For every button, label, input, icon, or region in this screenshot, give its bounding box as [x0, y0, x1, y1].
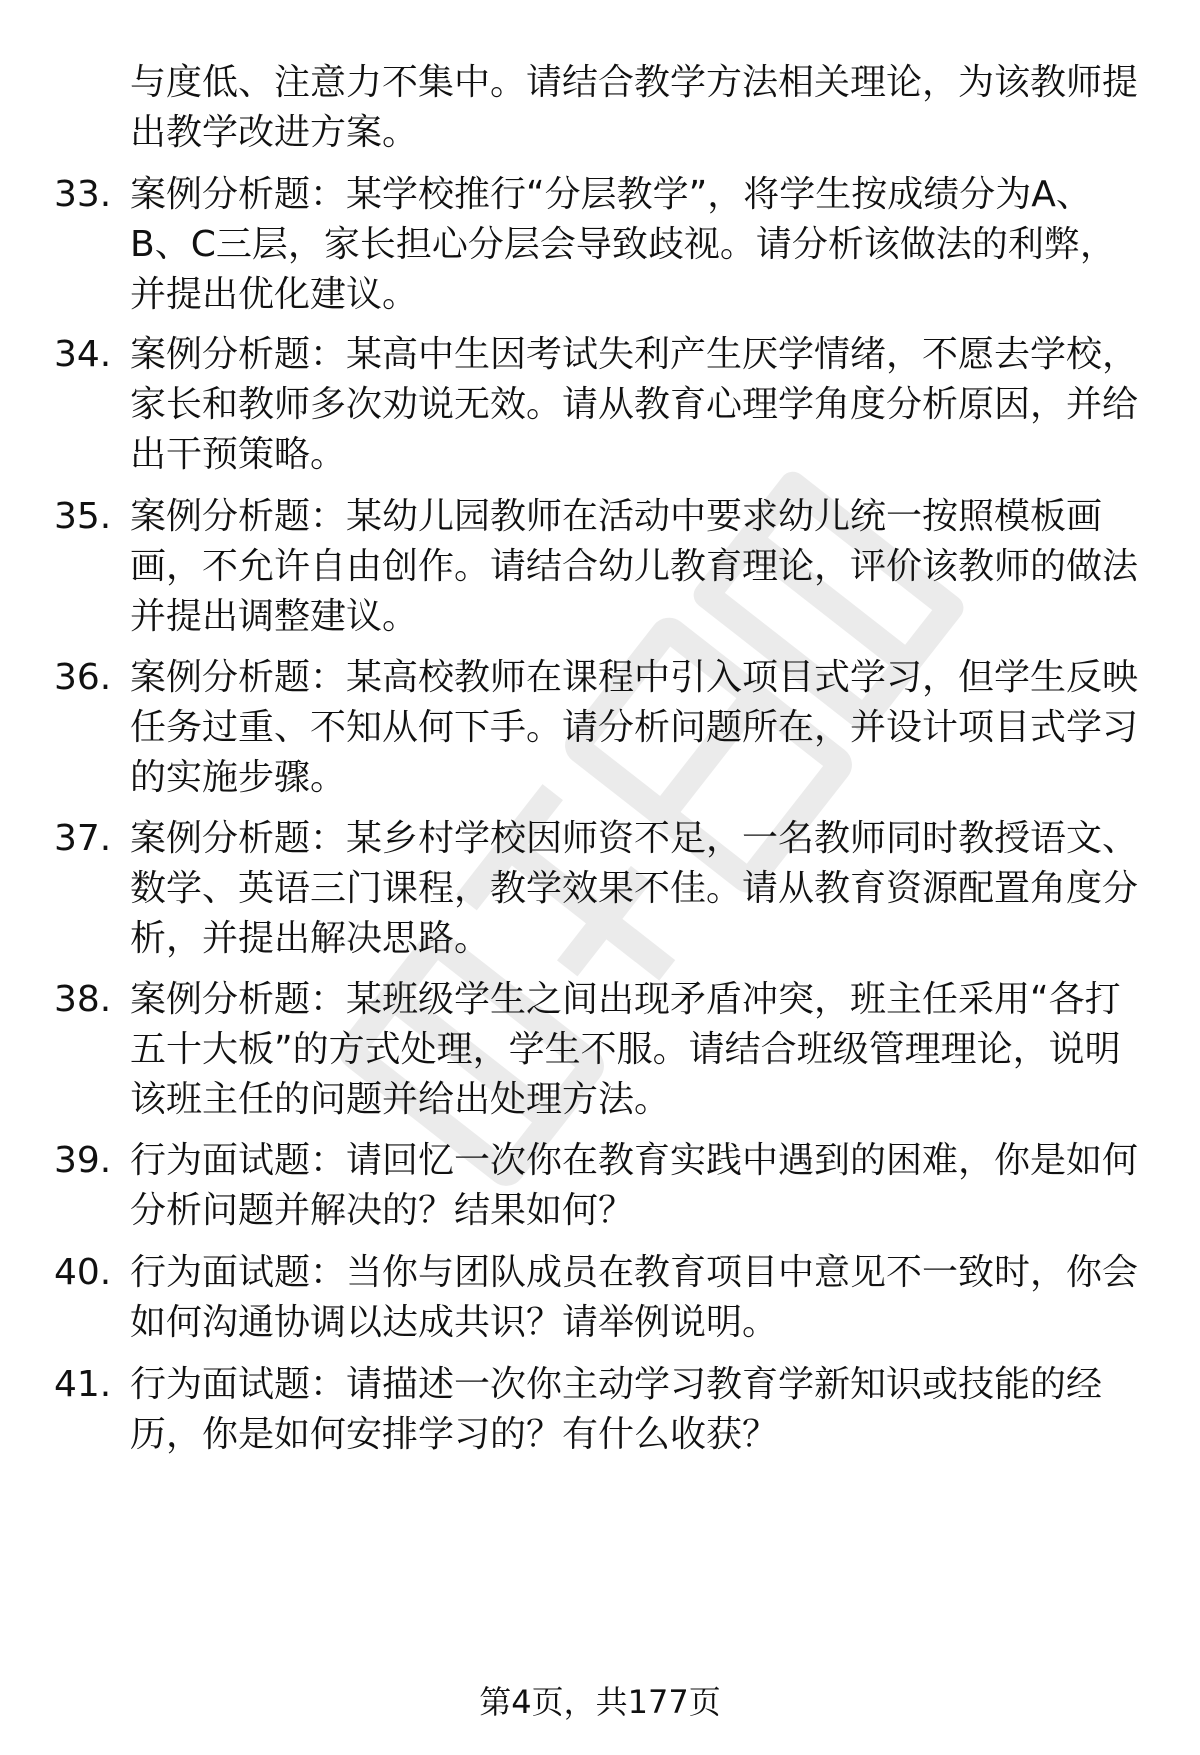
question-number: 34.	[54, 334, 112, 375]
question-number: 36.	[54, 657, 112, 698]
question-number: 39.	[54, 1140, 112, 1181]
question-continuation-text: 与度低、注意力不集中。请结合教学方法相关理论，为该教师提出教学改进方案。	[130, 62, 1139, 153]
question-number: 41.	[54, 1364, 112, 1405]
question-text: 行为面试题：请描述一次你主动学习教育学新知识或技能的经历，你是如何安排学习的？有什么收获？	[130, 1364, 1103, 1455]
question-number: 37.	[54, 818, 112, 859]
page-number-footer: 第4页，共177页	[479, 1683, 721, 1721]
question-number: 40.	[54, 1252, 112, 1293]
question-number: 38.	[54, 979, 112, 1020]
question-text: 案例分析题：某学校推行“分层教学”，将学生按成绩分为A、B、C三层，家长担心分层会导致歧视。请分析该做法的利弊，并提出优化建议。	[130, 174, 1116, 315]
question-text: 案例分析题：某高校教师在课程中引入项目式学习，但学生反映任务过重、不知从何下手。请分析问题所在，并设计项目式学习的实施步骤。	[130, 657, 1139, 798]
question-text: 案例分析题：某乡村学校因师资不足，一名教师同时教授语文、数学、英语三门课程，教学效果不佳。请从教育资源配置角度分析，并提出解决思路。	[130, 818, 1139, 959]
question-number: 33.	[54, 174, 112, 215]
question-text: 行为面试题：当你与团队成员在教育项目中意见不一致时，你会如何沟通协调以达成共识？请举例说明。	[130, 1252, 1139, 1343]
question-text: 案例分析题：某高中生因考试失利产生厌学情绪，不愿去学校，家长和教师多次劝说无效。请从教育心理学角度分析原因，并给出干预策略。	[130, 334, 1139, 475]
question-text: 案例分析题：某班级学生之间出现矛盾冲突，班主任采用“各打五十大板”的方式处理，学生不服。请结合班级管理理论，说明该班主任的问题并给出处理方法。	[130, 979, 1121, 1120]
question-text: 行为面试题：请回忆一次你在教育实践中遇到的困难，你是如何分析问题并解决的？结果如何？	[130, 1140, 1139, 1231]
question-number: 35.	[54, 496, 112, 537]
question-text: 案例分析题：某幼儿园教师在活动中要求幼儿统一按照模板画画，不允许自由创作。请结合幼儿教育理论，评价该教师的做法并提出调整建议。	[130, 496, 1139, 637]
